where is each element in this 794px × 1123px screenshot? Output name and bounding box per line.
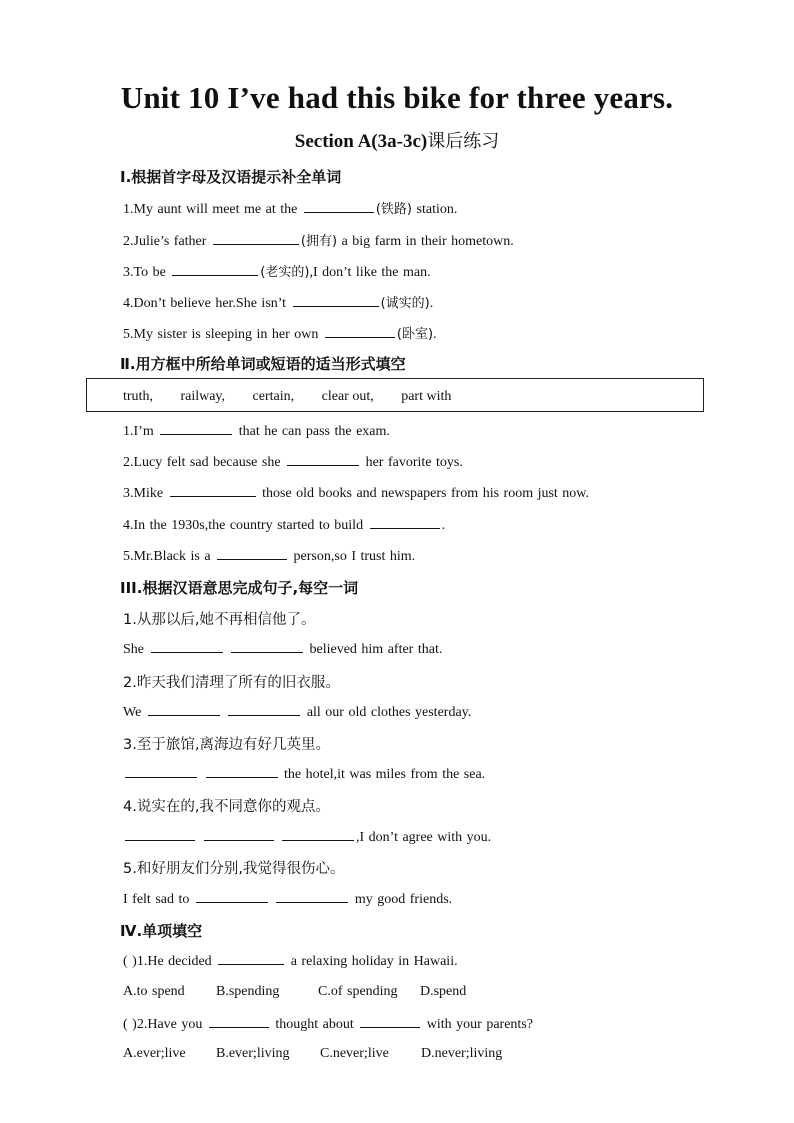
- page-subtitle: [0, 127, 794, 153]
- answer-blank[interactable]: [160, 422, 232, 435]
- section-2-heading: Ⅱ.用方框中所给单词或短语的适当形式填空: [120, 355, 406, 373]
- section-4-question-1-options: [123, 984, 466, 1000]
- answer-blank[interactable]: [325, 325, 395, 338]
- answer-blank[interactable]: [148, 703, 220, 716]
- answer-blank[interactable]: [206, 765, 278, 778]
- section-2-item-5: 5.Mr.Black is a person,so I trust him.: [123, 549, 416, 564]
- option-d[interactable]: D.spend: [420, 984, 467, 999]
- answer-blank[interactable]: [209, 1015, 269, 1028]
- section-4-question-1: ( )1.He decided a relaxing holiday in Hawaii.: [123, 954, 458, 969]
- option-a[interactable]: A.to spend: [123, 984, 185, 999]
- section-2-item-2: 2.Lucy felt sad because she her favorite toys.: [123, 455, 463, 470]
- section-3-item-1-cn: 1.从那以后,她不再相信他了。: [123, 612, 316, 628]
- section-1-item-4: 4.Don’t believe her.She isn’t (诚实的).: [123, 296, 434, 311]
- word-option: railway,: [180, 389, 226, 404]
- option-b[interactable]: B.spending: [216, 984, 280, 999]
- section-1-item-1: 1.My aunt will meet me at the (铁路) station.: [123, 202, 458, 217]
- section-3-heading: III.根据汉语意思完成句子,每空一词: [120, 579, 359, 597]
- answer-blank[interactable]: [276, 890, 348, 903]
- answer-blank[interactable]: [293, 294, 379, 307]
- option-c[interactable]: C.never;live: [320, 1046, 389, 1061]
- section-1-item-5: 5.My sister is sleeping in her own (卧室).: [123, 327, 437, 342]
- section-1-item-2: 2.Julie’s father (拥有) a big farm in their hometown.: [123, 234, 514, 249]
- answer-blank[interactable]: [304, 200, 374, 213]
- answer-blank[interactable]: [151, 640, 223, 653]
- word-option: certain,: [252, 389, 295, 404]
- section-3-item-2: We all our old clothes yesterday.: [123, 705, 472, 720]
- section-4-question-2-options: [123, 1046, 502, 1062]
- answer-blank[interactable]: [213, 232, 299, 245]
- section-3-item-4-cn: 4.说实在的,我不同意你的观点。: [123, 799, 330, 815]
- subtitle-cn: 课后练习: [427, 131, 500, 152]
- option-b[interactable]: B.ever;living: [216, 1046, 290, 1061]
- answer-blank[interactable]: [218, 952, 284, 965]
- answer-blank[interactable]: [231, 640, 303, 653]
- answer-blank[interactable]: [360, 1015, 420, 1028]
- word-option: part with: [401, 389, 452, 404]
- answer-blank[interactable]: [370, 516, 440, 529]
- section-2-item-1: 1.I’m that he can pass the exam.: [123, 424, 390, 439]
- answer-blank[interactable]: [204, 828, 274, 841]
- answer-paren[interactable]: ( ): [123, 954, 137, 969]
- answer-blank[interactable]: [172, 263, 258, 276]
- word-option: clear out,: [321, 389, 374, 404]
- answer-blank[interactable]: [217, 547, 287, 560]
- answer-blank[interactable]: [125, 828, 195, 841]
- section-4-heading: Ⅳ.单项填空: [120, 922, 203, 940]
- section-1-item-3: 3.To be (老实的),I don’t like the man.: [123, 265, 431, 280]
- answer-paren[interactable]: ( ): [123, 1017, 137, 1032]
- section-3-item-5: I felt sad to my good friends.: [123, 892, 453, 907]
- word-list: [123, 389, 475, 405]
- answer-blank[interactable]: [196, 890, 268, 903]
- section-3-item-5-cn: 5.和好朋友们分别,我觉得很伤心。: [123, 861, 345, 877]
- section-2-item-3: 3.Mike those old books and newspapers from his room just now.: [123, 486, 590, 501]
- section-2-item-4: 4.In the 1930s,the country started to build .: [123, 518, 446, 533]
- section-1-heading: Ⅰ.根据首字母及汉语提示补全单词: [120, 168, 342, 186]
- section-3-item-3-cn: 3.至于旅馆,离海边有好几英里。: [123, 737, 330, 753]
- answer-blank[interactable]: [125, 765, 197, 778]
- option-a[interactable]: A.ever;live: [123, 1046, 186, 1061]
- section-3-item-2-cn: 2.昨天我们清理了所有的旧衣服。: [123, 675, 340, 691]
- word-box: [86, 378, 704, 412]
- section-3-item-4: ,I don’t agree with you.: [123, 828, 491, 846]
- answer-blank[interactable]: [282, 828, 354, 841]
- section-3-item-1: She believed him after that.: [123, 642, 443, 657]
- word-option: truth,: [123, 389, 153, 404]
- option-d[interactable]: D.never;living: [421, 1046, 503, 1061]
- option-c[interactable]: C.of spending: [318, 984, 398, 999]
- subtitle-en: Section A(3a-3c): [294, 131, 428, 152]
- page-title: Unit 10 I’ve had this bike for three years.: [120, 80, 674, 115]
- section-3-item-3: the hotel,it was miles from the sea.: [123, 765, 485, 783]
- answer-blank[interactable]: [170, 484, 256, 497]
- section-4-question-2: ( )2.Have you thought about with your parents?: [123, 1017, 533, 1032]
- answer-blank[interactable]: [287, 453, 359, 466]
- answer-blank[interactable]: [228, 703, 300, 716]
